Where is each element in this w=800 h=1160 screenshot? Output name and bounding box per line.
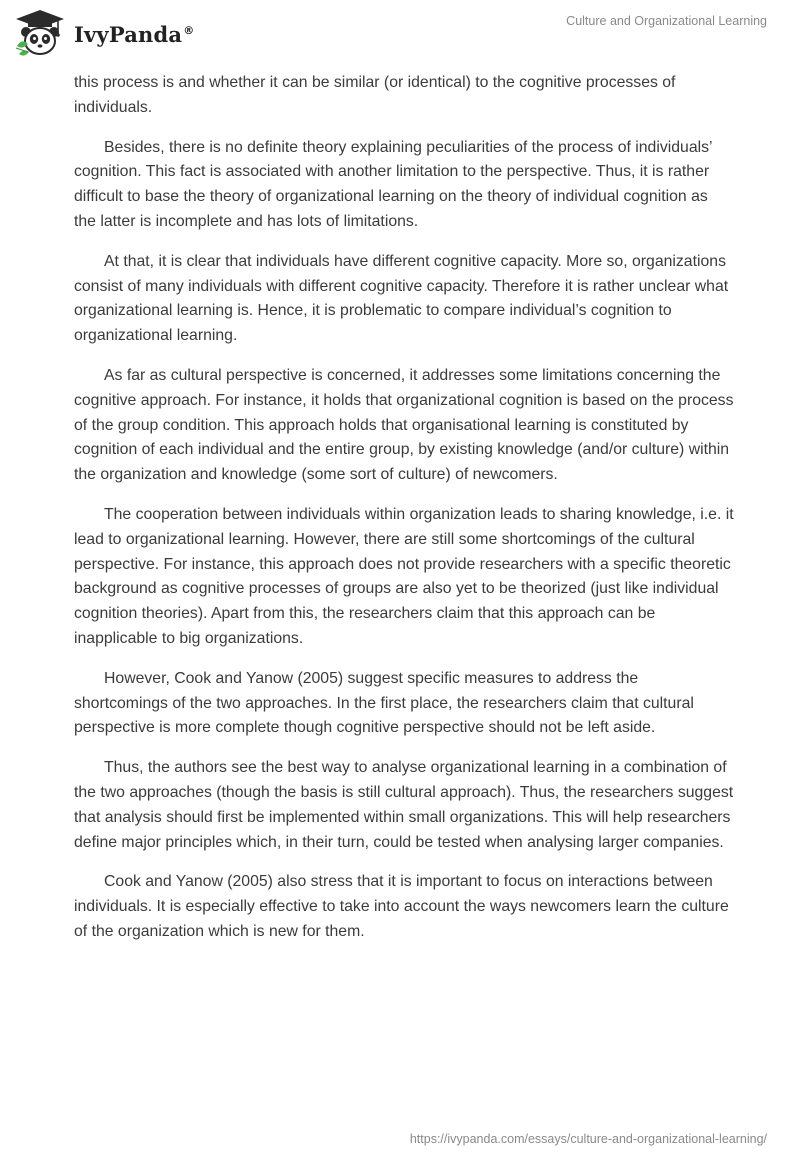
paragraph: Cook and Yanow (2005) also stress that it is important to focus on interactions between individuals. It is especially effective to take into account the ways newcomers learn the culture of the organization which is new for them. xyxy=(74,873,729,940)
paragraph: this process is and whether it can be similar (or identical) to the cognitive processes of individuals. xyxy=(74,74,676,116)
paragraph: However, Cook and Yanow (2005) suggest specific measures to address the shortcomings of the two approaches. In the first place, the researchers claim that cultural perspective is more complete though cognitive perspective should not be left aside. xyxy=(74,669,694,737)
paragraph: The cooperation between individuals within organization leads to sharing knowledge, i.e. it lead to organizational learning. However, there are still some shortcomings of the cultural perspective. For instance, this approach does not provide researchers with a specific theoretic background as cognitive processes of groups are also yet to be theorized (just like individual cognition theories). Apart from this, the researchers claim that this approach can be inapplicable to big organizations. xyxy=(74,505,734,647)
ivypanda-logo[interactable] xyxy=(14,8,194,58)
brand-name: IvyPanda® xyxy=(74,21,195,47)
registered-mark: ® xyxy=(183,23,195,37)
paragraph: Thus, the authors see the best way to analyse organizational learning in a combination of the two approaches (though the basis is still cultural approach). Thus, the researchers suggest that analysis should first be implemented within small organizations. This will help researchers define major principles which, in their turn, could be tested when analysing larger companies. xyxy=(74,759,734,851)
page-header xyxy=(0,0,800,66)
source-url-link[interactable]: https://ivypanda.com/essays/culture-and-organizational-learning/ xyxy=(409,1132,767,1146)
panda-graduate-icon xyxy=(14,8,66,58)
essay-body xyxy=(74,71,734,960)
paragraph: Besides, there is no definite theory explaining peculiarities of the process of individuals’ cognition. This fact is associated with another limitation to the perspective. Thus, it is rather difficult to base the theory of organizational learning on the theory of individual cognition as the latter is incomplete and has lots of limitations. xyxy=(74,138,712,230)
running-title: Culture and Organizational Learning xyxy=(566,14,767,28)
paragraph: As far as cultural perspective is concerned, it addresses some limitations concerning the cognitive approach. For instance, it holds that organizational cognition is based on the process of the group condition. This approach holds that organisational learning is constituted by cognition of each individual and the entire group, by existing knowledge (and/or culture) within the organization and knowledge (some sort of culture) of newcomers. xyxy=(74,366,734,484)
paragraph: At that, it is clear that individuals have different cognitive capacity. More so, organizations consist of many individuals with different cognitive capacity. Therefore it is rather unclear what organizational learning is. Hence, it is problematic to compare individual’s cognition to organizational learning. xyxy=(74,252,729,345)
